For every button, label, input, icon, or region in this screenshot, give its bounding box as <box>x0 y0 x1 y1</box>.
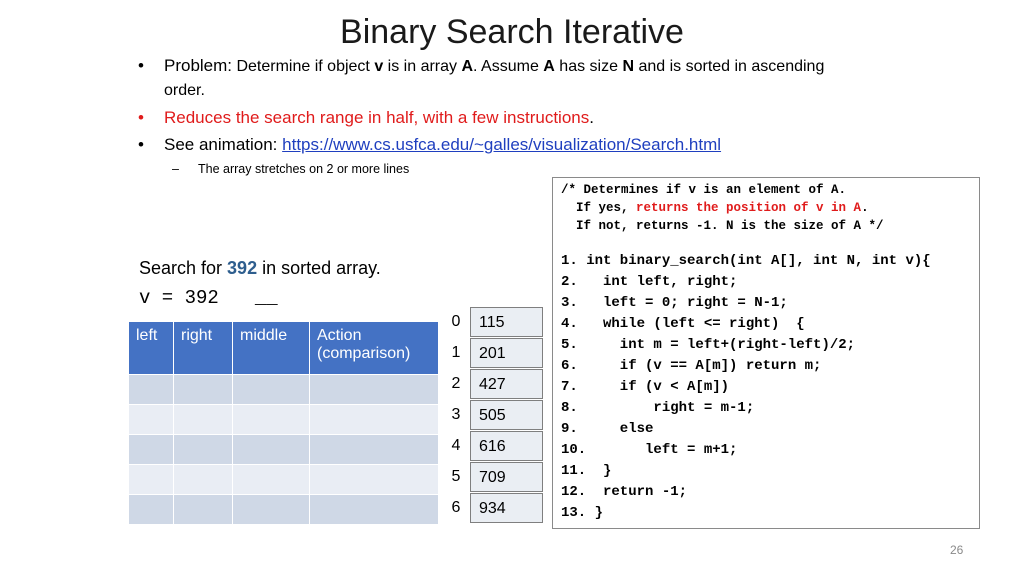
code-line: 4. while (left <= right) { <box>561 316 805 332</box>
code-line: 6. if (v == A[m]) return m; <box>561 358 822 374</box>
array-cell: 505 <box>470 400 543 430</box>
code-line: 12. return -1; <box>561 484 688 500</box>
code-line: 2. int left, right; <box>561 274 738 290</box>
table-cell <box>129 405 174 435</box>
v-assignment <box>139 287 278 309</box>
code-comment-line <box>561 201 869 215</box>
table-cell <box>233 375 310 405</box>
comment-text: If yes, <box>561 201 637 215</box>
table-cell <box>129 465 174 495</box>
sub-bullet-text: The array stretches on 2 or more lines <box>198 162 410 176</box>
reduces-period: . <box>589 108 594 127</box>
var-A-2: A <box>543 58 555 75</box>
search-value: 392 <box>227 258 258 278</box>
code-line: 7. if (v < A[m]) <box>561 379 730 395</box>
sub-bullet-marker: – <box>172 162 179 176</box>
array-index: 5 <box>451 468 461 485</box>
table-cell <box>310 435 439 465</box>
array-cell: 709 <box>470 462 543 492</box>
array-index: 0 <box>451 313 461 330</box>
reduces-text: Reduces the search range in half, with a few instructions <box>164 108 590 127</box>
table-cell <box>174 405 233 435</box>
bullet-reduces <box>138 106 838 129</box>
table-cell <box>174 375 233 405</box>
array-index: 2 <box>451 375 461 392</box>
animation-link[interactable]: https://www.cs.usfca.edu/~galles/visualization/Search.html <box>282 135 722 154</box>
table-cell <box>310 465 439 495</box>
var-v: v <box>374 58 384 75</box>
answer-blank: __ <box>254 287 278 309</box>
code-comment-line: If not, returns -1. N is the size of A */ <box>561 219 884 233</box>
problem-text-e: and is sorted in ascending order. <box>164 58 825 99</box>
animation-lead: See animation: <box>164 135 283 154</box>
array-cell: 616 <box>470 431 543 461</box>
code-line: 9. else <box>561 421 654 437</box>
array-cell: 201 <box>470 338 543 368</box>
slide-title: Binary Search Iterative <box>340 13 684 51</box>
array-index: 4 <box>451 437 461 454</box>
table-row <box>129 405 439 435</box>
code-line: 8. right = m-1; <box>561 400 755 416</box>
code-box <box>552 177 980 529</box>
problem-text-a: Determine if object <box>232 58 375 75</box>
bullet-marker: • <box>138 135 144 154</box>
code-line: 3. left = 0; right = N-1; <box>561 295 788 311</box>
header-right: right <box>174 322 233 375</box>
table-cell <box>233 435 310 465</box>
code-line: 13. } <box>561 505 604 521</box>
table-cell <box>310 495 439 525</box>
trace-header-row <box>129 322 439 375</box>
table-cell <box>233 495 310 525</box>
page-number: 26 <box>950 543 964 557</box>
trace-table <box>128 321 439 525</box>
table-row <box>129 495 439 525</box>
bullet-marker: • <box>138 108 144 127</box>
bullet-problem <box>138 54 838 102</box>
array-cell: 115 <box>470 307 543 337</box>
problem-text-d: has size <box>554 58 623 75</box>
var-N: N <box>622 58 634 75</box>
table-cell <box>174 435 233 465</box>
table-cell <box>310 405 439 435</box>
table-cell <box>129 375 174 405</box>
search-label <box>139 258 381 279</box>
code-line: 10. left = m+1; <box>561 442 738 458</box>
sub-bullet-array-lines <box>138 160 838 178</box>
bullet-list <box>138 54 838 178</box>
table-cell <box>129 495 174 525</box>
code-line: 5. int m = left+(right-left)/2; <box>561 337 856 353</box>
table-cell <box>233 465 310 495</box>
table-row <box>129 435 439 465</box>
problem-text-c: . Assume <box>473 58 544 75</box>
code-comment-line: /* Determines if v is an element of A. <box>561 183 847 197</box>
table-cell <box>174 495 233 525</box>
header-middle: middle <box>233 322 310 375</box>
array-index: 3 <box>451 406 461 423</box>
header-action: Action (comparison) <box>310 322 439 375</box>
bullet-marker: • <box>138 56 144 75</box>
problem-text-b: is in array <box>383 58 462 75</box>
array-cell: 934 <box>470 493 543 523</box>
problem-lead: Problem: <box>164 56 233 75</box>
header-left: left <box>129 322 174 375</box>
code-line: 1. int binary_search(int A[], int N, int v){ <box>561 253 931 269</box>
table-cell <box>129 435 174 465</box>
var-A: A <box>461 58 474 75</box>
array-cell: 427 <box>470 369 543 399</box>
table-cell <box>310 375 439 405</box>
code-line: 11. } <box>561 463 612 479</box>
comment-text: . <box>861 201 869 215</box>
v-assignment-text: v = 392 <box>139 287 219 309</box>
comment-highlight: returns the position of v in A <box>636 201 862 215</box>
table-row <box>129 465 439 495</box>
bullet-animation <box>138 133 838 156</box>
table-cell <box>174 465 233 495</box>
search-label-b: in sorted array. <box>257 258 381 278</box>
table-cell <box>233 405 310 435</box>
search-label-a: Search for <box>139 258 228 278</box>
array-index: 1 <box>451 344 461 361</box>
array-index: 6 <box>451 499 461 516</box>
table-row <box>129 375 439 405</box>
